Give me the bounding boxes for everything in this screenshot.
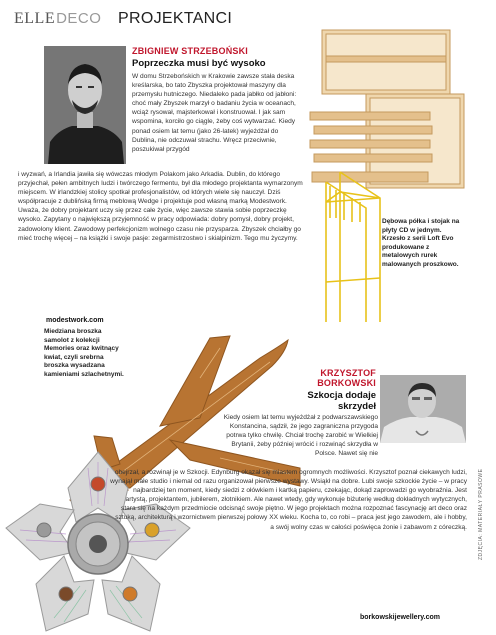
headline-2-line-1: Szkocja dodaje xyxy=(307,390,376,401)
headline-2 xyxy=(300,390,376,412)
designer-name-2-line-2: BORKOWSKI xyxy=(317,378,376,388)
yellow-wire-chair xyxy=(326,172,380,322)
article-2-body-top: Kiedy osiem lat temu wyjeżdżał z podwarszawskiego Konstancina, sądził, że jego zagraniczna przygoda potrwa tylko chwilę. Chciał trochę zarobić w Wielkiej Brytanii, żeby później wrócić i rozwinąć skrzydła w Polsce. Nawet się nie xyxy=(223,414,378,458)
article-1-body-top: W domu Strzebońskich w Krakowie zawsze stała deska kreślarska, bo tato Zbyszka projektował maszyny dla przemysłu hutniczego. Niedaleko pada jabłko od jabłoni: choć mały Zbyszek marzył o badaniu życia w oceanach, wciąż rysował, majsterkował i konstruował. I jak sam wspomina, korciło go ciągle, żeby coś wytwarzać. Kiedy ponad osiem lat temu (jako 26-latek) wyjeżdżał do Dublina, nie odczuwał strachu. Wręcz przeciwnie, poszukiwał przygód xyxy=(132,73,297,153)
portrait-strzebonski xyxy=(44,46,126,164)
photo-credit: ZDJĘCIA: MATERIAŁY PRASOWE xyxy=(478,468,484,560)
magazine-brand xyxy=(14,10,101,28)
section-title: PROJEKTANCI xyxy=(118,10,233,27)
website-link-2[interactable]: borkowskijewellery.com xyxy=(360,614,441,621)
caption-brooch: Miedziana broszka samolot z kolekcji Memories oraz kwitnący kwiat, czyli srebrna broszka wysadzana kamieniami szlachetnymi. xyxy=(44,328,124,378)
website-link-1[interactable]: modestwork.com xyxy=(46,317,104,324)
designer-name-2 xyxy=(312,368,376,388)
portrait-borkowski xyxy=(380,375,466,443)
article-1-body-bottom: i wyzwań, a Irlandia jawiła się wówczas młodym Polakom jako Arkadia. Dublin, do którego przyjechał, pełen ambitnych ludzi i twórczego fermentu, był dla młodego projektanta wymarzonym miejscem. W irlandzkiej stolicy spotkał profesjonalistów, od których wiele się nauczył. Dziś współpracuje z dublińską firmą meblową Wedge i projektuje pod własną marką Modestwork. Uważa, że dobry projektant uczy się przez całe życie, więc zawsze stawia sobie poprzeczkę wysoko. Zapytany o największą przyjemność w pracy odpowiada: dobry pomysł, dobry projekt, zadowolony klient. Zawodowy perfekcjonizm wolnego czasu nie przysparza. Zbyszek chciałby go mieć trochę więcej – na książki i swoje pasje: zegarmistrzostwo i skialpinizm. Tego mu życzymy. xyxy=(18,171,303,242)
oak-shelf xyxy=(310,30,464,188)
headline-1: Poprzeczka musi być wysoko xyxy=(132,58,266,69)
article-2-body-bottom: obejrzał, a rozwinął je w Szkocji. Edynburg okazał się miastem ogromnych możliwości. Krzysztof poznał ciekawych ludzi, wynajął małe studio i niemal od razu organizował pierwsze wystawy. Wsiąkł na dobre. Lubi swoje szkockie życie – w pracy najbardziej ten moment, kiedy siedzi z ołówkiem i kartką papieru, czekając, dokąd zaprowadzi go wyobraźnia. Jest artystą, projektantem, jubilerem, złotnikiem. Ale nawet wtedy, gdy wykonuje biżuterię według dokładnych wytycznych, stara się na każdym przedmiocie odcisnąć swoje piętno. W jego projektach można rozpoznać fascynację art deco oraz sztuką, architekturą i wzornictwem pierwszej połowy XX wieku. Kocha to, co robi – praca jest jego zawodem, ale i hobby, a swój wolny czas w całości poświęca żonie i zabawom z córeczką. xyxy=(110,469,467,531)
brand-elle: ELLE xyxy=(14,10,56,27)
designer-name-1: ZBIGNIEW STRZEBOŃSKI xyxy=(132,46,248,56)
designer-name-2-line-1: KRZYSZTOF xyxy=(320,368,376,378)
shelf-and-chair-image xyxy=(300,22,496,322)
brand-deco: DECO xyxy=(56,10,102,27)
headline-2-line-2: skrzydeł xyxy=(337,401,376,412)
caption-shelf: Dębowa półka i stojak na płyty CD w jednym. Krzesło z serii Loft Evo produkowane z metalowych rurek malowanych proszkowo. xyxy=(382,218,460,268)
